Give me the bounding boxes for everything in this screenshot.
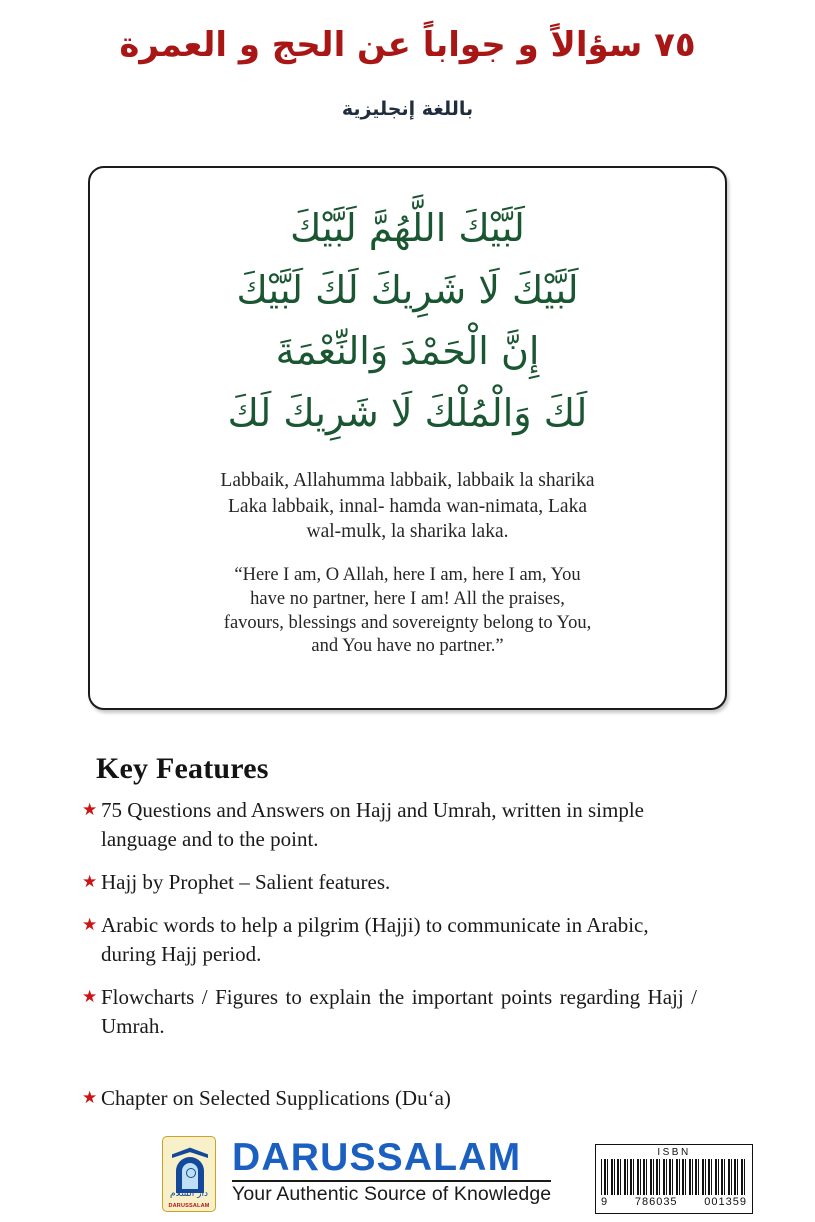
barcode-digits [601, 1195, 747, 1208]
feature-text: Flowcharts / Figures to explain the important points regarding Hajj / Umrah. [101, 984, 697, 1038]
talbiyah-translation [90, 544, 725, 659]
feature-text: Chapter on Selected Supplications (Du‘a) [101, 1085, 451, 1110]
feature-list-item [82, 1084, 697, 1113]
transliteration-line: Laka labbaik, innal- hamda wan-nimata, Laka [228, 495, 587, 517]
isbn-digit-prefix: 9 [601, 1196, 609, 1208]
barcode-bars-image [601, 1159, 747, 1195]
talbiyah-arabic-line: لَبَّيْكَ اللَّهُمَّ لَبَّيْكَ [290, 206, 525, 250]
archway-ring-icon [186, 1168, 196, 1178]
feature-list-item [82, 983, 697, 1070]
publisher-name: DARUSSALAM [232, 1136, 522, 1179]
translation-line: have no partner, here I am! All the praises, [250, 588, 565, 609]
key-features-heading: Key Features [96, 752, 269, 785]
talbiyah-arabic-line: لَكَ وَالْمُلْكَ لَا شَرِيكَ لَكَ [227, 390, 588, 435]
feature-text: Arabic words to help a pilgrim (Hajji) to communicate in Arabic, during Hajj period. [101, 912, 649, 966]
translation-line: and You have no partner.” [311, 636, 504, 657]
publisher-tagline: Your Authentic Source of Knowledge [232, 1183, 552, 1205]
feature-text: Hajj by Prophet – Salient features. [101, 869, 391, 894]
transliteration-line: wal-mulk, la sharika laka. [306, 520, 509, 542]
publisher-divider [232, 1180, 551, 1182]
isbn-group-1: 786035 [634, 1196, 678, 1208]
publisher-logo [162, 1136, 551, 1212]
emblem-name-text: DARUSSALAM [168, 1203, 210, 1209]
feature-list-item [82, 911, 697, 969]
transliteration-line: Labbaik, Allahumma labbaik, labbaik la sharika [220, 470, 595, 492]
talbiyah-arabic-line: إِنَّ الْحَمْدَ وَالنِّعْمَةَ [275, 329, 540, 374]
isbn-label: ISBN [657, 1147, 691, 1158]
talbiyah-arabic-text [90, 168, 725, 444]
isbn-barcode [595, 1144, 753, 1214]
star-bullet-icon: ★ [82, 871, 98, 891]
feature-text: 75 Questions and Answers on Hajj and Umrah, written in simple language and to the point. [101, 798, 645, 851]
talbiyah-box [88, 166, 727, 710]
feature-list-item [82, 796, 697, 854]
open-book-icon [172, 1144, 208, 1158]
arabic-book-title: ٧٥ سؤالاً و جواباً عن الحج و العمرة [119, 25, 696, 65]
publisher-text-block [232, 1136, 551, 1205]
key-features-list [82, 796, 697, 1127]
talbiyah-arabic-line: لَبَّيْكَ لَا شَرِيكَ لَكَ لَبَّيْكَ [236, 267, 579, 312]
star-bullet-icon: ★ [82, 1087, 98, 1107]
isbn-group-2: 001359 [704, 1196, 747, 1208]
darussalam-emblem-icon [162, 1136, 216, 1212]
translation-line: “Here I am, O Allah, here I am, here I am, You [234, 565, 581, 586]
talbiyah-transliteration [90, 444, 725, 544]
arabic-subtitle: باللغة إنجليزية [341, 98, 474, 120]
feature-list-item [82, 868, 697, 897]
translation-line: favours, blessings and sovereignty belong to You, [223, 612, 592, 633]
star-bullet-icon: ★ [82, 800, 98, 819]
star-bullet-icon: ★ [82, 914, 98, 934]
star-bullet-icon: ★ [82, 986, 98, 1006]
emblem-arabic-text: دار السلام [170, 1189, 208, 1199]
